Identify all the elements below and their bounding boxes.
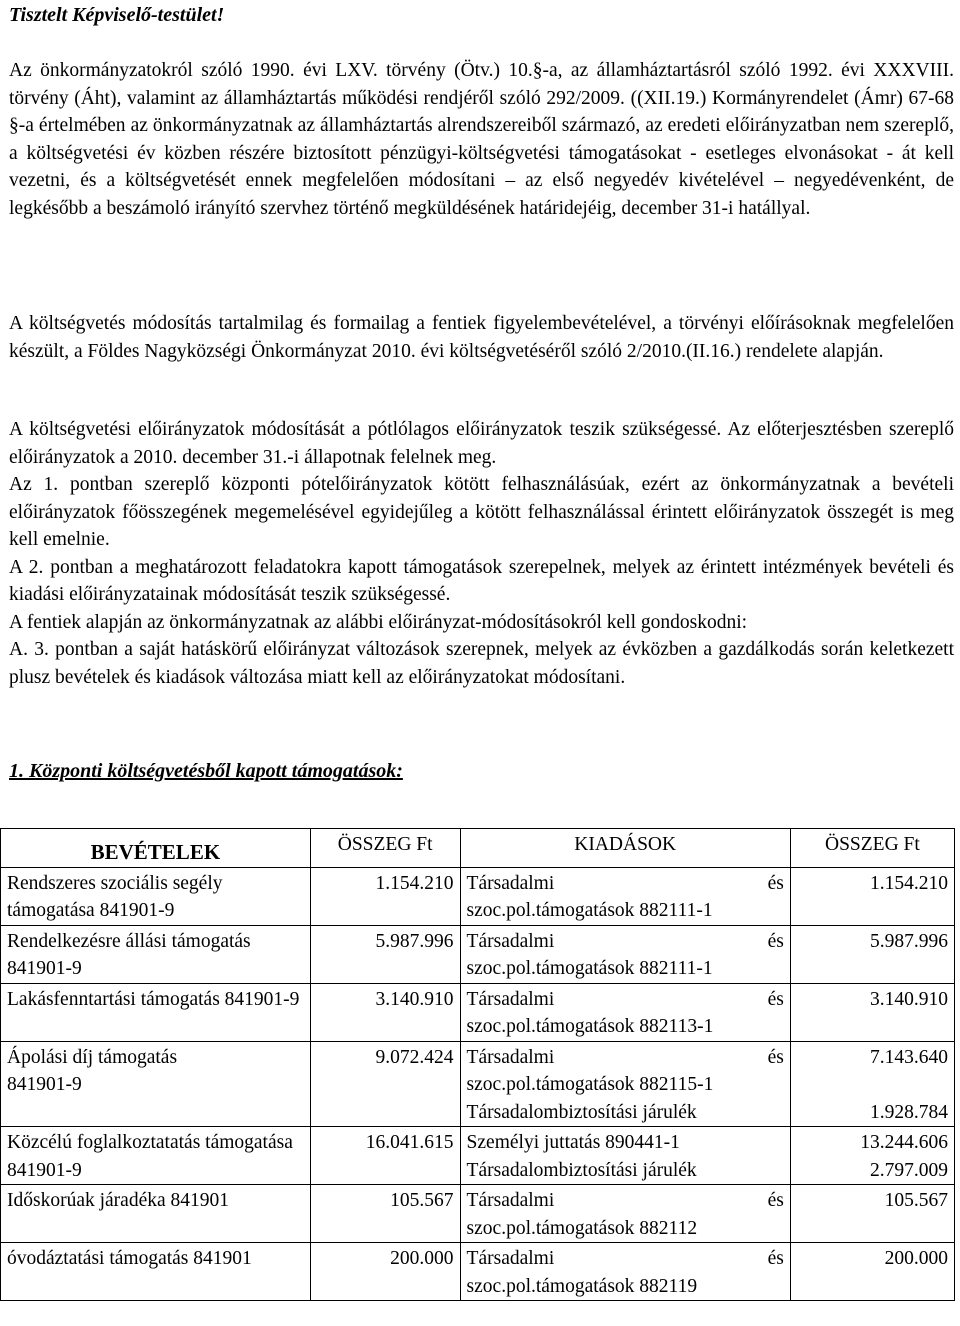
- paragraph-text: A fentiek alapján az önkormányzatnak az alábbi előirányzat-módosításokról kell gondoskodni:: [9, 611, 748, 633]
- kiadas-label: Társadalmi: [466, 1190, 555, 1211]
- kiadas-label: Társadalmi: [466, 1046, 555, 1068]
- kiadas-label: Társadalmi: [466, 988, 555, 1010]
- header-kiadasok: KIADÁSOK: [460, 829, 790, 868]
- cell-osszeg: 3.140.910: [310, 983, 460, 1041]
- kiadas-label-cont: szoc.pol.támogatások 882111-1: [466, 958, 713, 979]
- table-row: [1, 1243, 955, 1301]
- kiadas-item: [467, 1044, 784, 1072]
- cell-kiadasok: [460, 1127, 790, 1185]
- kiadas-amount: 1.928.784: [870, 1101, 948, 1123]
- cell-kiadasok: [460, 1243, 790, 1301]
- cell-kiadas-osszeg: [790, 1185, 954, 1243]
- table-row: [1, 867, 955, 925]
- kiadas-amount: 200.000: [884, 1248, 948, 1269]
- cell-osszeg: 9.072.424: [310, 1041, 460, 1127]
- kiadas-conj: és: [767, 872, 784, 894]
- kiadas-item: [467, 928, 784, 956]
- cell-osszeg: 105.567: [310, 1185, 460, 1243]
- paragraph-explanation: [9, 416, 954, 691]
- paragraph-method: [9, 310, 954, 365]
- kiadas-item: [467, 1157, 784, 1185]
- kiadas-amount: 13.244.606: [860, 1132, 948, 1153]
- kiadas-item: [467, 1099, 784, 1127]
- header-bevetelek: BEVÉTELEK: [1, 829, 311, 868]
- kiadas-label: Társadalombiztosítási járulék: [466, 1101, 697, 1123]
- kiadas-label: Személyi juttatás 890441-1: [466, 1132, 680, 1153]
- cell-kiadas-osszeg: [790, 925, 954, 983]
- paragraph-text: A 2. pontban a meghatározott feladatokra kapott támogatások szerepelnek, melyek az érintett intézmények bevételi és kiadási előirányzatainak módosítását teszik szükségessé.: [9, 556, 954, 605]
- table-row: [1, 925, 955, 983]
- salutation-heading: Tisztelt Képviselő-testület!: [9, 4, 225, 26]
- kiadas-conj: és: [767, 988, 784, 1010]
- cell-bevetel: Időskorúak járadéka 841901: [1, 1185, 311, 1243]
- header-osszeg-2: ÖSSZEG Ft: [790, 829, 954, 868]
- budget-table: [0, 828, 955, 1301]
- cell-osszeg: 5.987.996: [310, 925, 460, 983]
- kiadas-amount: 5.987.996: [870, 930, 948, 952]
- kiadas-amount: 1.154.210: [870, 872, 948, 894]
- kiadas-label: Társadalmi: [466, 930, 555, 952]
- kiadas-amount: 3.140.910: [870, 988, 948, 1010]
- kiadas-label-cont: szoc.pol.támogatások 882112: [466, 1217, 698, 1239]
- cell-kiadasok: [460, 925, 790, 983]
- cell-bevetel: Közcélú foglalkoztatatás támogatása 841901-9: [1, 1127, 311, 1185]
- kiadas-amount: 105.567: [884, 1190, 948, 1211]
- paragraph-legal-basis: [9, 57, 954, 222]
- cell-kiadasok: [460, 1185, 790, 1243]
- kiadas-conj: és: [767, 1248, 784, 1269]
- kiadas-item: [467, 986, 784, 1014]
- cell-kiadas-osszeg: [790, 867, 954, 925]
- kiadas-amount: 2.797.009: [870, 1159, 948, 1181]
- kiadas-item: [467, 1187, 784, 1215]
- header-osszeg-1: ÖSSZEG Ft: [310, 829, 460, 868]
- paragraph-text: A költségvetési előirányzatok módosítását a pótlólagos előirányzatok teszik szükségessé. Az előterjesztésben szereplő előirányzatok a 2010. december 31.-i állapotnak felelnek meg.: [9, 419, 954, 468]
- kiadas-label: Társadalmi: [466, 872, 555, 894]
- cell-bevetel: Rendszeres szociális segély támogatása 841901-9: [1, 867, 311, 925]
- cell-bevetel: Rendelkezésre állási támogatás 841901-9: [1, 925, 311, 983]
- table-row: [1, 983, 955, 1041]
- cell-kiadas-osszeg: [790, 1041, 954, 1127]
- table-header-row: [1, 829, 955, 868]
- cell-osszeg: 16.041.615: [310, 1127, 460, 1185]
- kiadas-label-cont: szoc.pol.támogatások 882119: [466, 1275, 698, 1297]
- cell-bevetel: Lakásfenntartási támogatás 841901-9: [1, 983, 311, 1041]
- paragraph-text: Az önkormányzatokról szóló 1990. évi LXV. törvény (Ötv.) 10.§-a, az államháztartásról szóló 1992. évi XXXVIII. törvény (Áht), valamint az államháztartás működési rendjéről szóló 292/2009. ((XII.19.) Kormányrendelet (Ámr) 67-68 §-a értelmében az önkormányzatnak az államháztartás alrendszereiből származó, az eredeti előirányzatban nem szereplő, a költségvetési év közben részére biztosított pénzügyi-költségvetési támogatásokat - esetleges elvonásokat - át kell vezetni, és a költségvetését ennek megfelelően módosítani – az első negyedév kivételével – negyedévenként, de legkésőbb a beszámoló irányító szervhez történő megküldésének határidejéig, december 31-i hatállyal.: [9, 60, 954, 219]
- cell-bevetel: óvodáztatási támogatás 841901: [1, 1243, 311, 1301]
- kiadas-amount: 7.143.640: [870, 1046, 948, 1068]
- paragraph-text: A. 3. pontban a saját hatáskörű előirányzat változások szerepnek, melyek az évközben a gazdálkodás során keletkezett plusz bevételek és kiadások változása miatt kell az előirányzatokat módosítani.: [9, 639, 954, 688]
- cell-kiadas-osszeg: [790, 983, 954, 1041]
- cell-kiadas-osszeg: [790, 1127, 954, 1185]
- kiadas-label-cont: szoc.pol.támogatások 882113-1: [466, 1016, 714, 1037]
- paragraph-text: A költségvetés módosítás tartalmilag és formailag a fentiek figyelembevételével, a törvényi előírásoknak megfelelően készült, a Földes Nagyközségi Önkormányzat 2010. évi költségvetéséről szóló 2/2010.(II.16.) rendelete alapján.: [9, 313, 954, 362]
- kiadas-label-cont: szoc.pol.támogatások 882115-1: [466, 1074, 714, 1095]
- kiadas-item: [467, 1129, 784, 1157]
- cell-kiadasok: [460, 867, 790, 925]
- cell-kiadas-osszeg: [790, 1243, 954, 1301]
- cell-osszeg: 200.000: [310, 1243, 460, 1301]
- table-row: [1, 1041, 955, 1127]
- kiadas-label-cont: szoc.pol.támogatások 882111-1: [466, 900, 713, 921]
- paragraph-text: Az 1. pontban szereplő központi pótelőirányzatok kötött felhasználásúak, ezért az önkormányzatnak a bevételi előirányzatok főösszegének megemelésével egyidejűleg a kötött felhasználással érintett előirányzatok összegét is meg kell emelnie.: [9, 474, 954, 550]
- table-row: [1, 1127, 955, 1185]
- kiadas-conj: és: [767, 930, 784, 952]
- kiadas-conj: és: [767, 1046, 784, 1068]
- cell-kiadasok: [460, 983, 790, 1041]
- table-row: [1, 1185, 955, 1243]
- kiadas-item: [467, 870, 784, 898]
- cell-osszeg: 1.154.210: [310, 867, 460, 925]
- section-title: 1. Központi költségvetésből kapott támogatások:: [9, 760, 403, 782]
- kiadas-label: Társadalmi: [466, 1248, 555, 1269]
- kiadas-label: Társadalombiztosítási járulék: [466, 1159, 697, 1181]
- cell-kiadasok: [460, 1041, 790, 1127]
- cell-bevetel: Ápolási díj támogatás 841901-9: [1, 1041, 311, 1127]
- kiadas-item: [467, 1245, 784, 1273]
- kiadas-conj: és: [767, 1190, 784, 1211]
